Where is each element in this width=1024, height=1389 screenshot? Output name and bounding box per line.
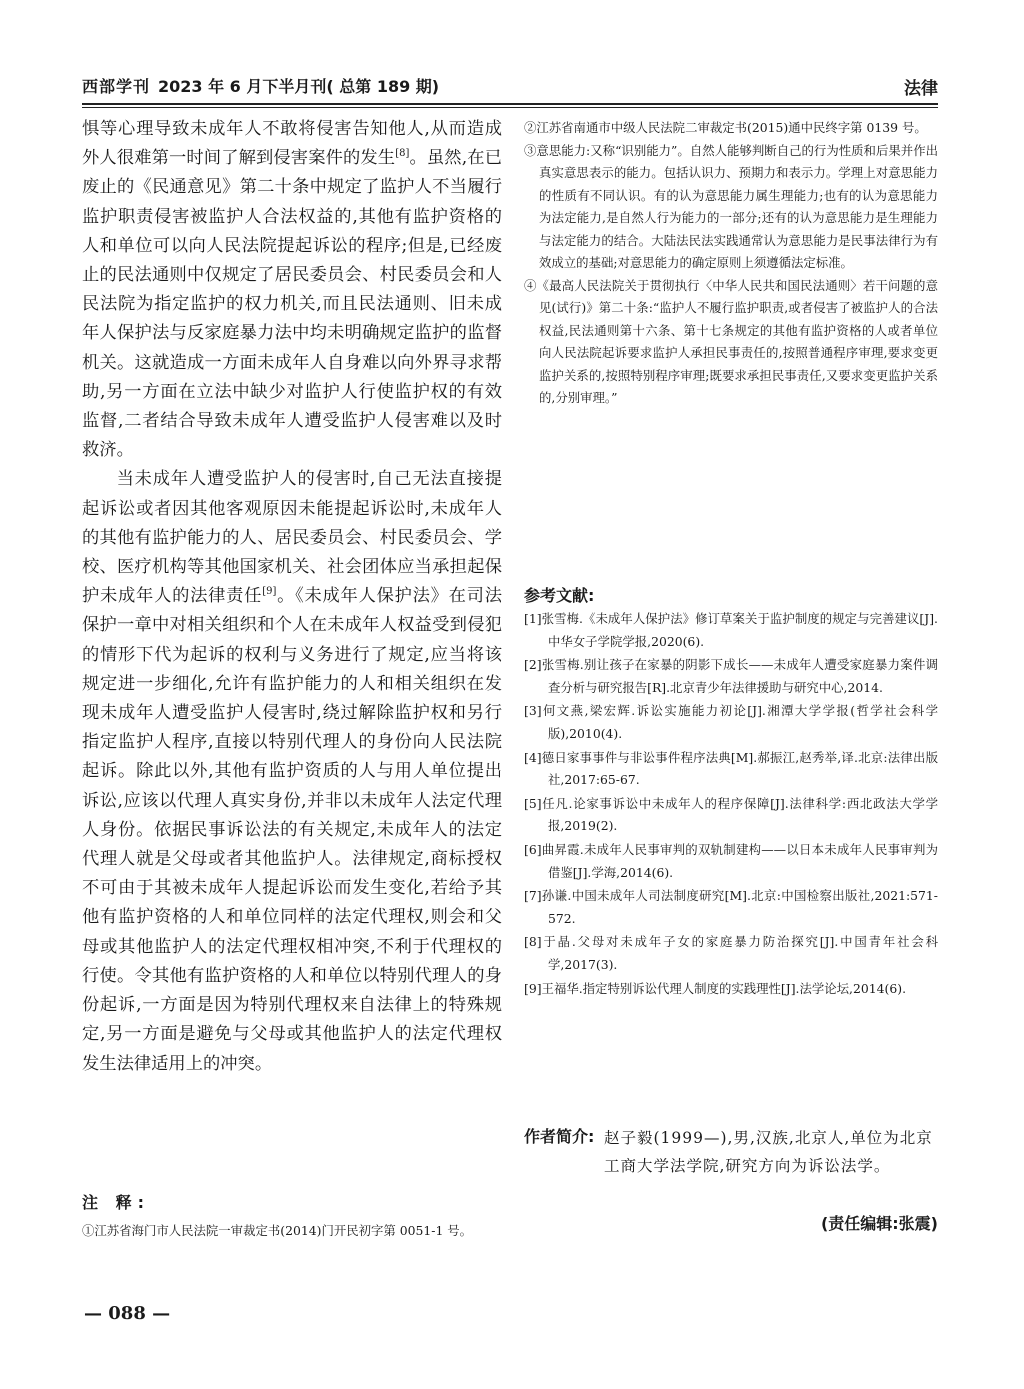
reference-item: [6]曲昇霞.未成年人民事审判的双轨制建构——以日本未成年人民事审判为借鉴[J].学海,2014(6).: [524, 841, 938, 880]
main-body-text: [82, 115, 502, 1079]
reference-item: [5]任凡.论家事诉讼中未成年人的程序保障[J].法律科学:西北政法大学学报,2019(2).: [524, 795, 938, 834]
note-item: ②江苏省南通市中级人民法院二审裁定书(2015)通中民终字第 0139 号。: [524, 120, 927, 135]
reference-item: [4]德日家事事件与非讼事件程序法典[M].郝振江,赵秀举,译.北京:法律出版社,2017:65-67.: [524, 749, 938, 788]
references-list: [524, 608, 938, 1001]
issue-info: 2023 年 6 月下半月刊( 总第 189 期): [158, 77, 440, 96]
editor-credit: (责任编辑:张震): [820, 1214, 938, 1233]
reference-item: [1]张雪梅.《未成年人保护法》修订草案关于监护制度的规定与完善建议[J].中华女子学院学报,2020(6).: [524, 611, 938, 649]
header-rule: [82, 103, 938, 105]
author-text: 赵子毅(1999—),男,汉族,北京人,单位为北京工商大学法学院,研究方向为诉讼法学。: [604, 1129, 933, 1175]
section-label: 法律: [904, 79, 938, 99]
reference-item: [7]孙谦.中国未成年人司法制度研究[M].北京:中国检察出版社,2021:571-572.: [524, 888, 938, 926]
paragraph: [82, 115, 502, 465]
paragraph-text: 惧等心理导致未成年人不敢将侵害告知他人,从而造成外人很难第一时间了解到侵害案件的发生: [82, 119, 502, 169]
author-label: 作者简介:: [524, 1127, 595, 1146]
note-item: ③意思能力:又称“识别能力”。自然人能够判断自己的行为性质和后果并作出真实意思表示的能力。包括认识力、预期力和表示力。学理上对意思能力的性质有不同认识。有的认为意思能力属生理能力;也有的认为意思能力为法定能力,是自然人行为能力的一部分;还有的认为意思能力是生理能力与法定能力的结合。大陆法民法实践通常认为意思能力是民事法律行为有效成立的基础;对意思能力的确定原则上须遵循法定标准。: [524, 142, 938, 270]
reference-item: [9]王福华.指定特别诉讼代理人制度的实践理性[J].法学论坛,2014(6).: [524, 980, 907, 996]
page-number: — 088 —: [84, 1303, 171, 1324]
paragraph-text: 。《未成年人保护法》在司法保护一章中对相关组织和个人在未成年人权益受到侵犯的情形下代为起诉的权利与义务进行了规定,应当将该规定进一步细化,允许有监护能力的人和相关组织在发现未成年人遭受监护人侵害时,绕过解除监护权和另行指定监护人程序,直接以特别代理人的身份向人民法院起诉。除此以外,其他有监护资质的人与用人单位提出诉讼,应该以代理人真实身份,并非以未成年人法定代理人身份。依据民事诉讼法的有关规定,未成年人的法定代理人就是父母或者其他监护人。法律规定,商标授权不可由于其被未成年人提起诉讼而发生变化,若给予其他有监护资格的人和单位同样的法定代理权,则会和父母或其他监护人的法定代理权相冲突,不利于代理权的行使。令其他有监护资格的人和单位以特别代理人的身份起诉,一方面是因为特别代理权来自法律上的特殊规定,另一方面是避免与父母或其他监护人的法定代理权发生法律适用上的冲突。: [82, 586, 502, 1074]
paragraph-text: 当未成年人遭受监护人的侵害时,自己无法直接提起诉讼或者因其他客观原因未能提起诉讼时,未成年人的其他有监护能力的人、居民委员会、村民委员会、学校、医疗机构等其他国家机关、社会团体应当承担起保护未成年人的法律责任: [82, 469, 502, 607]
reference-item: [8]于晶.父母对未成年子女的家庭暴力防治探究[J].中国青年社会科学,2017(3).: [524, 934, 938, 972]
author-bio: [524, 1124, 938, 1214]
journal-logo: 西部学刊: [82, 77, 151, 96]
note-item: ①江苏省海门市人民法院一审裁定书(2014)门开民初字第 0051-1 号。: [82, 1223, 473, 1238]
notes-right: [524, 117, 938, 410]
page-header: [82, 74, 938, 98]
header-rule-thin: [82, 107, 938, 108]
notes-title: 注 释:: [82, 1193, 150, 1212]
note-item: ④《最高人民法院关于贯彻执行〈中华人民共和国民法通则〉若干问题的意见(试行)》第二十条:“监护人不履行监护职责,或者侵害了被监护人的合法权益,民法通则第十六条、第十七条规定的其他有监护资格的人或者单位向人民法院起诉要求监护人承担民事责任的,按照普通程序审理,要求变更监护关系的,按照特别程序审理;既要求承担民事责任,又要求变更监护关系的,分别审理。”: [524, 277, 938, 405]
references-title: 参考文献:: [524, 586, 595, 605]
reference-item: [2]张雪梅.别让孩子在家暴的阴影下成长——未成年人遭受家庭暴力案件调查分析与研究报告[R].北京青少年法律援助与研究中心,2014.: [524, 657, 938, 695]
citation: [8]: [395, 148, 410, 160]
paragraph-text: 。虽然,在已废止的《民通意见》第二十条中规定了监护人不当履行监护职责侵害被监护人合法权益的,其他有监护资格的人和单位可以向人民法院提起诉讼的程序;但是,已经废止的民法通则中仅规定了居民委员会、村民委员会和人民法院为指定监护的权力机关,而且民法通则、旧未成年人保护法与反家庭暴力法中均未明确规定监护的监督机关。这就造成一方面未成年人自身难以向外界寻求帮助,另一方面在立法中缺少对监护人行使监护权的有效监督,二者结合导致未成年人遭受监护人侵害难以及时救济。: [82, 148, 502, 461]
paragraph: [82, 465, 502, 1078]
notes-left: [82, 1220, 498, 1243]
citation: [9]: [262, 586, 277, 598]
reference-item: [3]何文燕,梁宏辉.诉讼实施能力初论[J].湘潭大学学报(哲学社会科学版),2010(4).: [524, 703, 938, 741]
